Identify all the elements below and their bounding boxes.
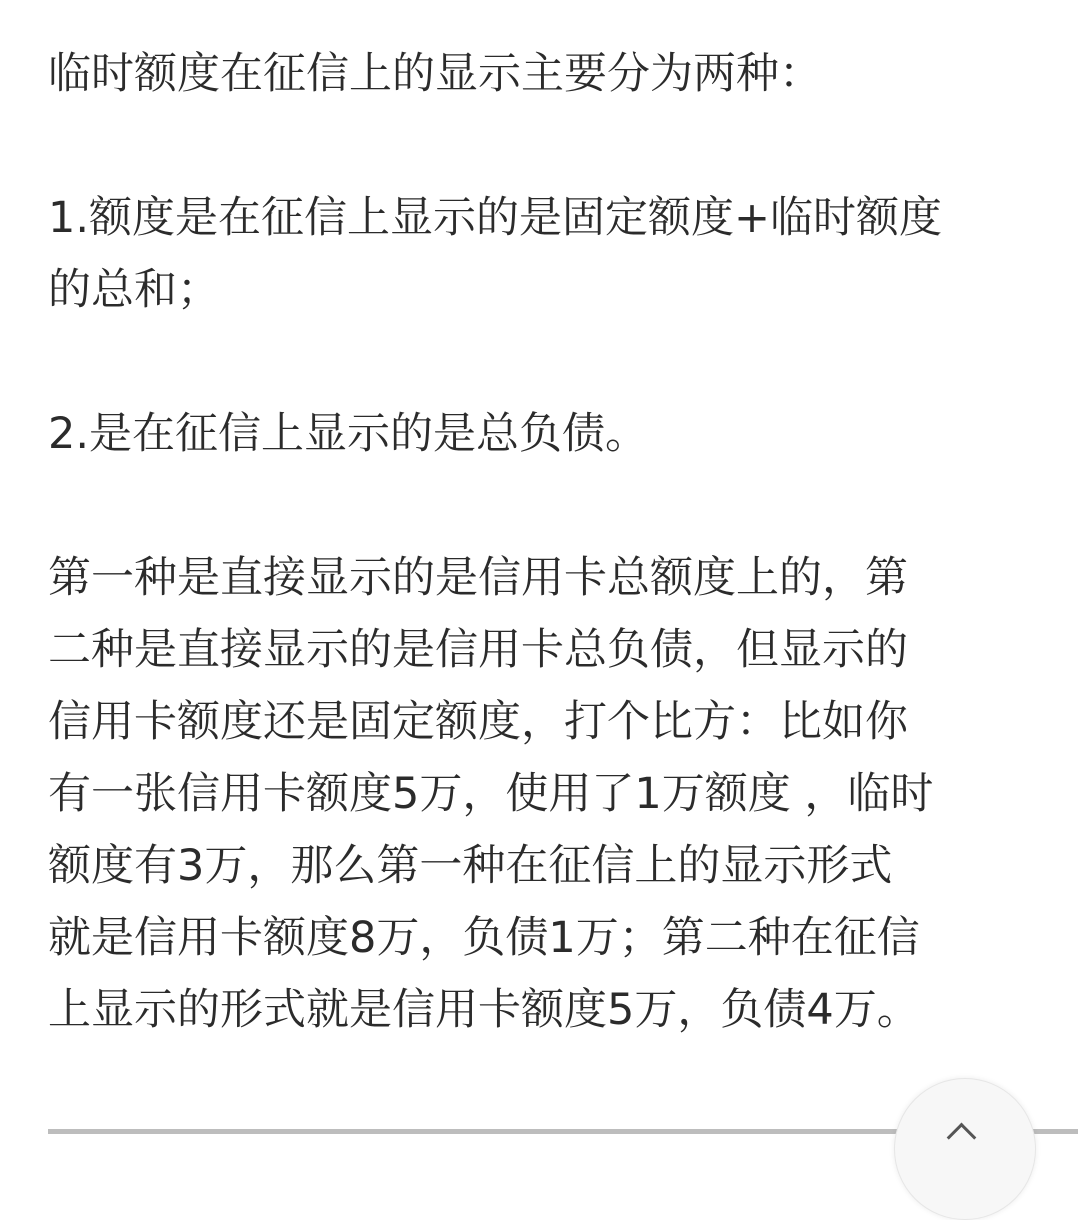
explanation-line-5: 额度有3万，那么第一种在征信上的显示形式 — [48, 841, 893, 891]
paragraph-gap — [48, 470, 1038, 542]
explanation-line-3: 信用卡额度还是固定额度，打个比方：比如你 — [48, 697, 908, 747]
paragraph-gap — [48, 110, 1038, 182]
intro-line: 临时额度在征信上的显示主要分为两种： — [48, 49, 822, 99]
explanation-line-6: 就是信用卡额度8万，负债1万；第二种在征信 — [48, 913, 920, 963]
explanation-line-1: 第一种是直接显示的是信用卡总额度上的，第 — [48, 553, 908, 603]
explanation-line-7: 上显示的形式就是信用卡额度5万，负债4万。 — [48, 985, 920, 1035]
item-2-line: 2.是在征信上显示的是总负债。 — [48, 409, 649, 459]
explanation-line-4: 有一张信用卡额度5万，使用了1万额度 ，临时 — [48, 769, 934, 819]
chevron-up-icon — [947, 1123, 977, 1153]
explanation-paragraph — [48, 542, 1038, 1046]
intro-paragraph — [48, 38, 1038, 110]
item-1-line-1: 1.额度是在征信上显示的是固定额度+临时额度 — [48, 193, 943, 243]
article-body — [48, 38, 1038, 1046]
scroll-top-button[interactable] — [894, 1078, 1036, 1220]
item-1-line-2: 的总和； — [48, 265, 220, 315]
explanation-line-2: 二种是直接显示的是信用卡总负债，但显示的 — [48, 625, 908, 675]
item-2-paragraph — [48, 398, 1038, 470]
item-1-paragraph — [48, 182, 1038, 326]
paragraph-gap — [48, 326, 1038, 398]
